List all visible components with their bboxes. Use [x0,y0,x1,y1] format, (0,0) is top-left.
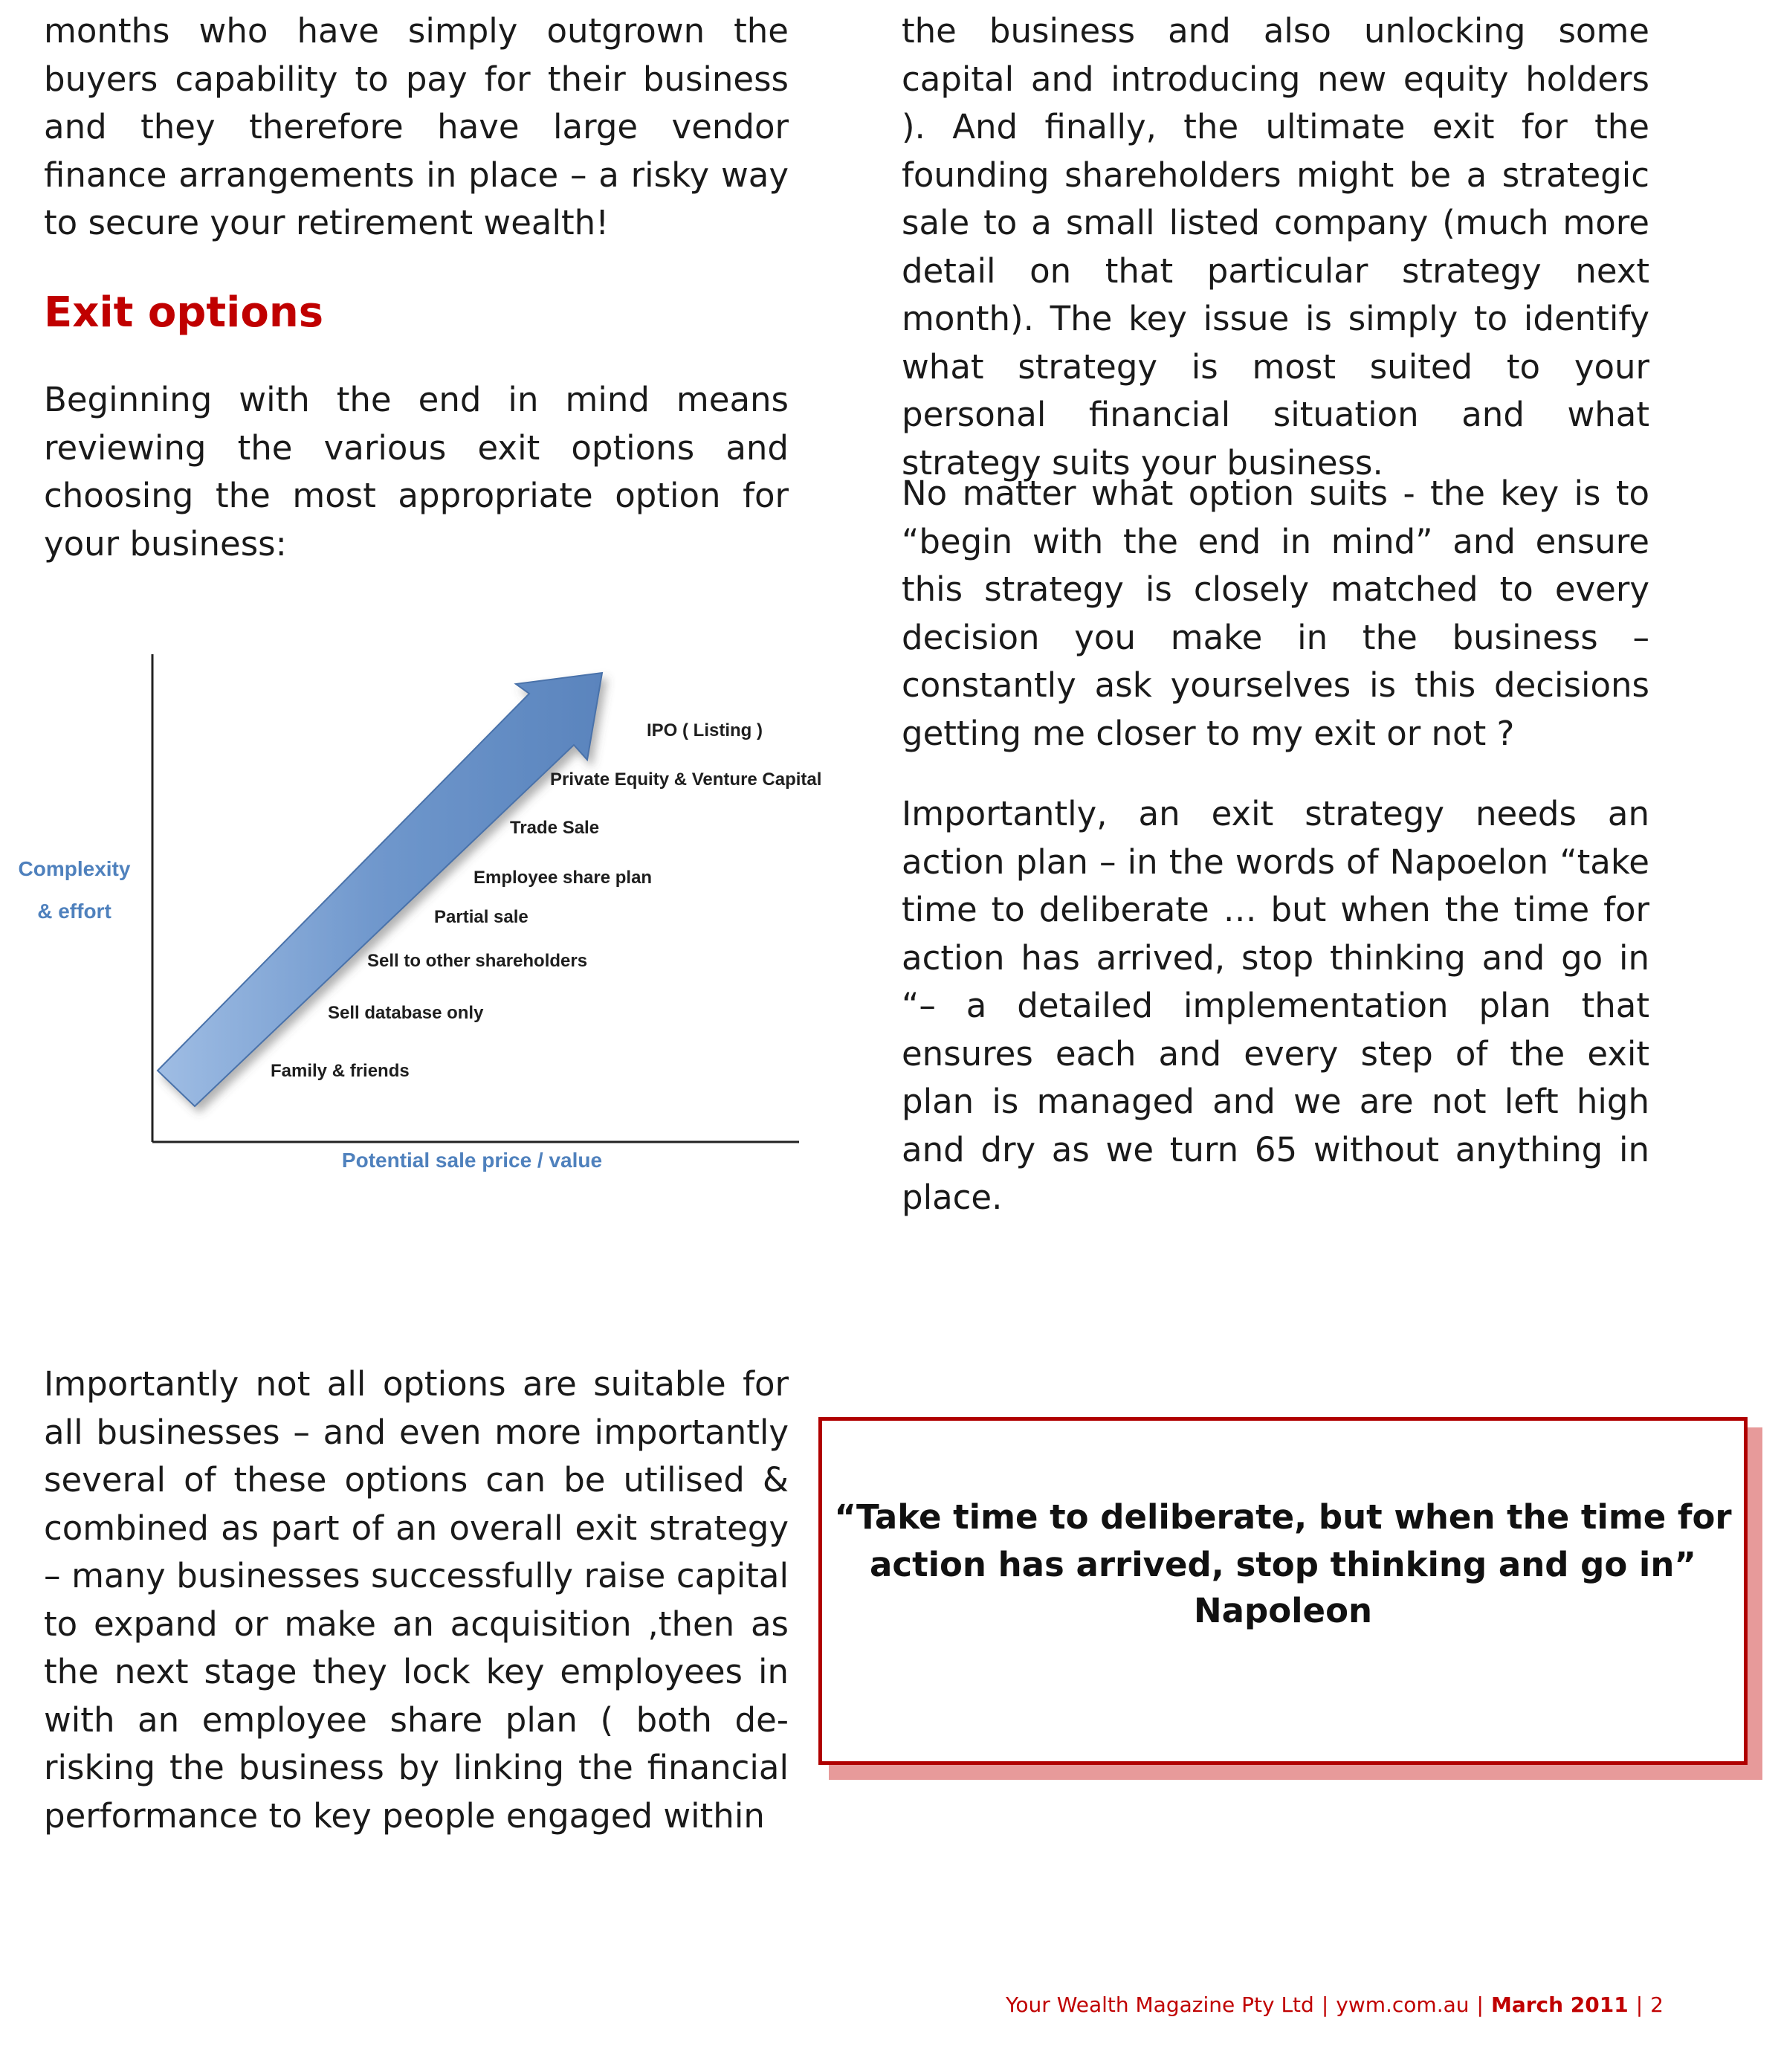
option-label-family-friends: Family & friends [271,1061,410,1081]
x-axis-label: Potential sale price / value [341,1149,603,1172]
footer-website: ywm.com.au [1336,1992,1470,2017]
option-label-private-equity: Private Equity & Venture Capital [550,769,822,790]
footer-separator: | [1321,1992,1329,2017]
option-label-sell-shareholders: Sell to other shareholders [367,951,588,971]
footer-date: March 2011 [1490,1992,1629,2017]
option-label-sell-database: Sell database only [328,1003,484,1023]
option-label-partial-sale: Partial sale [434,907,529,927]
quote-text-line1: “Take time to deliberate, but when the time for [834,1497,1732,1537]
footer-separator: | [1476,1992,1484,2017]
paragraph-no-matter-what: No matter what option suits - the key is to “begin with the end in mind” and ensure this strategy is closely matched to every decision you make in the business – constantly ask yourselves is this decisions getting me closer to my exit or not ? [902,474,1649,753]
paragraph-not-all-options: Importantly not all options are suitable for all businesses – and even more importantly several of these options can be utilised & combined as part of an overall exit strategy – many businesses successfully raise capital to expand or make an acquisition ,then as the next stage they lock key employees in with an employee share plan ( both de-risking the business by linking the financial performance to key people engaged within [44,1364,789,1836]
paragraph-unlocking-capital: the business and also unlocking some capital and introducing new equity holders ). And finally, the ultimate exit for the founding shareholders might be a strategic sale to a small listed company (much more detail on that particular strategy next month). The key issue is simply to identify what strategy is most suited to your personal financial situation and what strategy suits your business. [902,11,1649,483]
quote-author: Napoleon [1193,1591,1373,1630]
y-axis-label-line1: Complexity [18,857,131,880]
y-axis-label-line2: & effort [37,900,111,923]
page-footer [1006,1992,1664,2017]
section-heading-exit-options: Exit options [44,288,324,337]
paragraph-begin-with-end: Beginning with the end in mind means reviewing the various exit options and choosing the most appropriate option for your business: [44,380,789,564]
paragraph-vendor-finance: months who have simply outgrown the buyers capability to pay for their business and they therefore have large vendor finance arrangements in place – a risky way to secure your retirement wealth! [44,11,789,242]
exit-options-diagram [0,639,840,1190]
footer-company: Your Wealth Magazine Pty Ltd [1006,1992,1314,2017]
quote-text-line2: action has arrived, stop thinking and go in” [870,1545,1696,1584]
paragraph-action-plan: Importantly, an exit strategy needs an action plan – in the words of Napoelon “take time to deliberate … but when the time for action has arrived, stop thinking and go in “– a detailed implementation plan that ensures each and every step of the exit plan is managed and we are not left high and dry as we turn 65 without anything in place. [902,794,1649,1217]
option-label-employee-share-plan: Employee share plan [473,868,653,888]
option-label-trade-sale: Trade Sale [510,818,600,838]
quote-box [818,1417,1748,1765]
growth-arrow [158,673,602,1106]
footer-separator: | [1635,1992,1643,2017]
footer-page-number: 2 [1650,1992,1664,2017]
option-label-ipo: IPO ( Listing ) [647,720,763,740]
